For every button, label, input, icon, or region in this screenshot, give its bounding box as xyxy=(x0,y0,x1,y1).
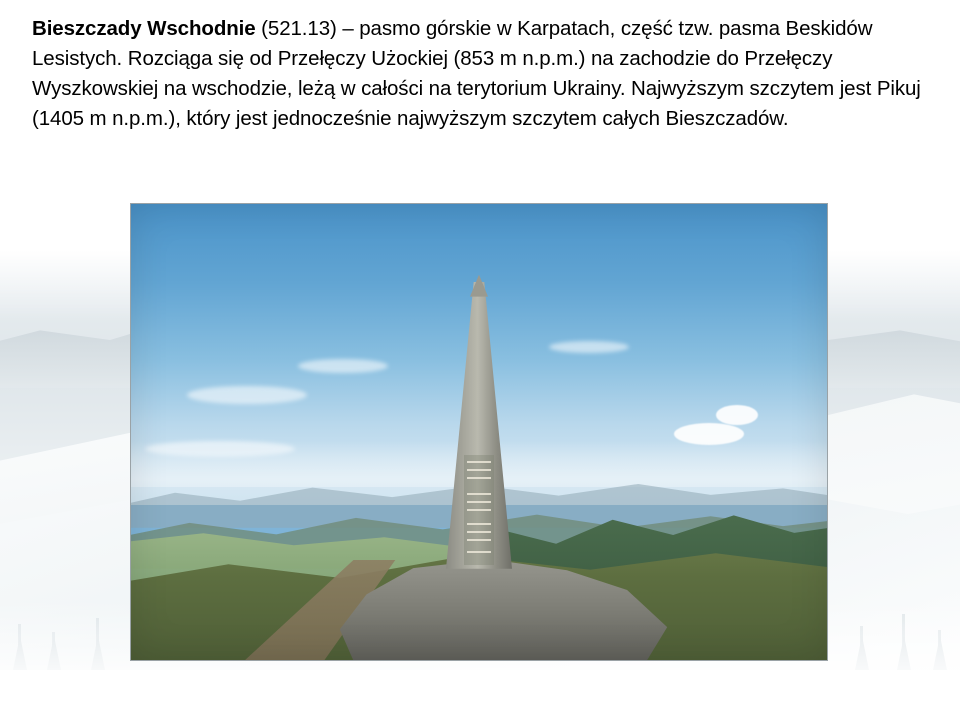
photo-obelisk-inscription xyxy=(464,455,494,565)
photo-cloud xyxy=(716,405,758,425)
slide-photo xyxy=(130,203,828,661)
slide-body-text xyxy=(32,14,932,135)
term-title: Bieszczady Wschodnie xyxy=(32,17,256,40)
term-code: (521.13) xyxy=(261,17,337,40)
photo-cloud xyxy=(549,341,629,353)
term-description: – pasmo górskie w Karpatach, część tzw. pasma Beskidów Lesistych. Rozciąga się od Przełęczy Użockiej (853 m n.p.m.) na zachodzie do Przełęczy Wyszkowskiej na wschodzie, leżą w całości na terytorium Ukrainy. Najwyższym szczytem jest Pikuj (1405 m n.p.m.), który jest jednocześnie najwyższym szczytem całych Bieszczadów. xyxy=(32,17,921,131)
photo-cloud xyxy=(298,359,388,373)
